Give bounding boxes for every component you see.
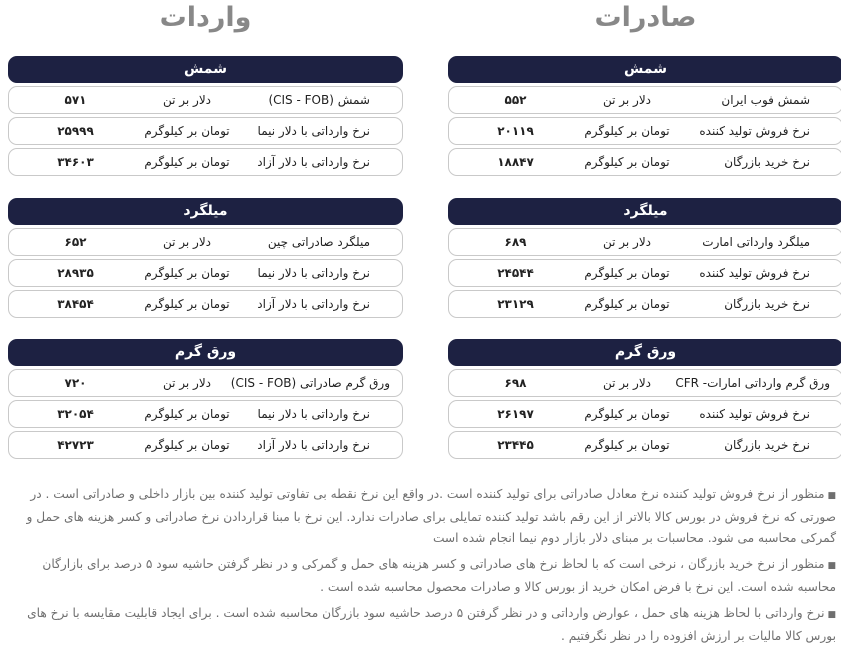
row-label: میلگرد صادراتی چین (267, 235, 370, 249)
row-unit: دلار بر تن (602, 376, 652, 390)
row-label: نرخ فروش تولید کننده (699, 407, 810, 421)
exports-section-hot-sheet (448, 339, 841, 462)
row-unit: تومان بر کیلوگرم (144, 155, 230, 169)
row-value: ۲۰۱۱۹ (497, 124, 534, 138)
section-header: ورق گرم (448, 339, 841, 366)
row-value: ۱۸۸۴۷ (497, 155, 534, 169)
section-header: میلگرد (8, 198, 403, 225)
row-value: ۲۵۹۹۹ (57, 124, 94, 138)
section-header: شمش (8, 56, 403, 83)
row-unit: تومان بر کیلوگرم (144, 407, 230, 421)
table-row (8, 400, 403, 428)
row-value: ۳۲۰۵۴ (57, 407, 94, 421)
bullet-icon: ■ (827, 561, 836, 571)
row-unit: تومان بر کیلوگرم (144, 297, 230, 311)
row-value: ۲۴۵۴۴ (497, 266, 534, 280)
row-unit: تومان بر کیلوگرم (584, 438, 670, 452)
row-label: نرخ وارداتی با دلار آزاد (257, 297, 370, 311)
row-label: ورق گرم صادراتی (CIS - FOB) (230, 376, 390, 390)
row-label: نرخ خرید بازرگان (724, 297, 810, 311)
row-unit: دلار بر تن (162, 93, 212, 107)
table-row (8, 117, 403, 145)
table-row (448, 86, 841, 114)
section-header: شمش (448, 56, 841, 83)
row-value: ۳۸۴۵۴ (57, 297, 94, 311)
table-row (8, 259, 403, 287)
note-text: منظور از نرخ فروش تولید کننده نرخ معادل صادراتی برای تولید کننده است .در واقع این نرخ نقطه بی تفاوتی تولید کننده بین بازار داخلی و صادراتی است . در صورتی که نرخ فروش در بورس کالا بالاتر از این رقم باشد تولید کننده تمایلی برای صادرات ندارد. این نرخ با مبنا قراردادن نرخ صادراتی و کسر هزینه های حمل و گمرکی محاسبه می شود. محاسبات بر مبنای دلار بازار دوم نیما انجام شده است (26, 487, 836, 545)
row-value: ۶۵۲ (64, 235, 87, 249)
row-unit: دلار بر تن (602, 235, 652, 249)
row-unit: تومان بر کیلوگرم (584, 124, 670, 138)
row-unit: تومان بر کیلوگرم (584, 266, 670, 280)
imports-section-ingot (8, 56, 403, 179)
imports-title: واردات (159, 2, 252, 33)
footnotes (6, 484, 836, 652)
table-row (448, 148, 841, 176)
row-unit: تومان بر کیلوگرم (144, 124, 230, 138)
row-label: نرخ وارداتی با دلار نیما (257, 266, 370, 280)
row-value: ۶۸۹ (504, 235, 527, 249)
bullet-icon: ■ (827, 491, 836, 501)
bullet-icon: ■ (827, 610, 836, 620)
row-value: ۲۳۴۴۵ (497, 438, 534, 452)
table-row (8, 290, 403, 318)
exports-section-ingot (448, 56, 841, 179)
exports-title: صادرات (594, 2, 697, 33)
row-value: ۵۵۲ (504, 93, 527, 107)
table-row (448, 369, 841, 397)
row-unit: دلار بر تن (602, 93, 652, 107)
table-row (8, 228, 403, 256)
row-unit: تومان بر کیلوگرم (584, 407, 670, 421)
exports-column (448, 0, 841, 452)
imports-column (8, 0, 403, 452)
row-label: نرخ خرید بازرگان (724, 438, 810, 452)
row-value: ۲۶۱۹۷ (497, 407, 534, 421)
row-label: میلگرد وارداتی امارت (702, 235, 810, 249)
table-row (8, 86, 403, 114)
row-label: نرخ فروش تولید کننده (699, 124, 810, 138)
note-import-rate (6, 603, 836, 647)
section-header: ورق گرم (8, 339, 403, 366)
section-header: میلگرد (448, 198, 841, 225)
row-value: ۶۹۸ (504, 376, 527, 390)
exports-section-rebar (448, 198, 841, 321)
row-label: شمش (CIS - FOB) (268, 93, 370, 107)
row-label: نرخ وارداتی با دلار نیما (257, 407, 370, 421)
row-value: ۲۸۹۳۵ (57, 266, 94, 280)
row-label: نرخ خرید بازرگان (724, 155, 810, 169)
table-row (8, 148, 403, 176)
table-row (448, 290, 841, 318)
row-value: ۷۲۰ (64, 376, 87, 390)
row-label: ورق گرم وارداتی امارات- CFR (675, 376, 830, 390)
table-row (8, 369, 403, 397)
row-value: ۲۳۱۲۹ (497, 297, 534, 311)
row-unit: دلار بر تن (162, 235, 212, 249)
row-label: نرخ وارداتی با دلار نیما (257, 124, 370, 138)
row-value: ۴۲۷۲۳ (57, 438, 94, 452)
note-text: منظور از نرخ خرید بازرگان ، نرخی است که با لحاظ نرخ های صادراتی و کسر هزینه های حمل و گمرکی و در نظر گرفتن حاشیه سود ۵ درصد برای بازارگان محاسبه شده است. این نرخ با فرض امکان خرید از بورس کالا و صادرات محصول محاسبه شده است . (42, 557, 836, 594)
table-row (8, 431, 403, 459)
row-label: نرخ وارداتی با دلار آزاد (257, 438, 370, 452)
row-value: ۳۴۶۰۳ (57, 155, 94, 169)
imports-section-hot-sheet (8, 339, 403, 462)
row-label: نرخ فروش تولید کننده (699, 266, 810, 280)
row-label: نرخ وارداتی با دلار آزاد (257, 155, 370, 169)
row-unit: تومان بر کیلوگرم (584, 155, 670, 169)
table-row (448, 400, 841, 428)
row-label: شمش فوب ایران (721, 93, 810, 107)
table-row (448, 228, 841, 256)
imports-section-rebar (8, 198, 403, 321)
row-unit: دلار بر تن (162, 376, 212, 390)
note-producer-rate (6, 484, 836, 549)
note-trader-rate (6, 554, 836, 598)
table-row (448, 259, 841, 287)
row-unit: تومان بر کیلوگرم (144, 438, 230, 452)
table-row (448, 117, 841, 145)
table-row (448, 431, 841, 459)
row-unit: تومان بر کیلوگرم (144, 266, 230, 280)
note-text: نرخ وارداتی با لحاظ هزینه های حمل ، عوارض وارداتی و در نظر گرفتن ۵ درصد حاشیه سود بازرگان محاسبه شده است . برای ایجاد قابلیت مقایسه با نرخ های بورس کالا مالیات بر ارزش افزوده را در نظر نگرفتیم . (27, 606, 836, 643)
row-value: ۵۷۱ (64, 93, 87, 107)
row-unit: تومان بر کیلوگرم (584, 297, 670, 311)
